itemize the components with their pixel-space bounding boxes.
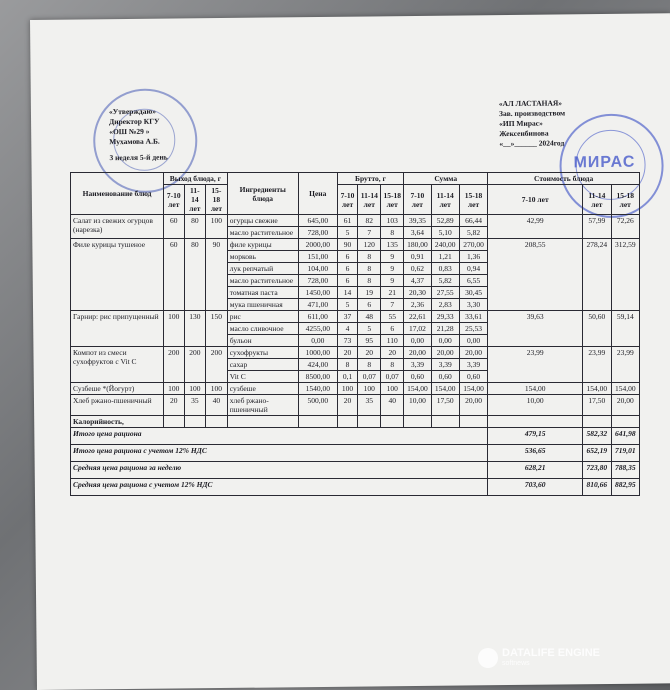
approval-line: Директор КГУ bbox=[109, 116, 160, 127]
sum-cell: 3,64 bbox=[404, 227, 431, 239]
total-value: 719,01 bbox=[611, 445, 640, 462]
brutto-cell: 6 bbox=[358, 299, 381, 311]
brutto-cell: 8 bbox=[381, 359, 404, 371]
sum-cell: 20,00 bbox=[404, 347, 431, 359]
brutto-cell: 4 bbox=[337, 323, 358, 335]
total-value: 810,66 bbox=[583, 479, 611, 496]
price-cell: 4255,00 bbox=[298, 323, 337, 335]
brutto-cell: 20 bbox=[358, 347, 381, 359]
yield-cell: 100 bbox=[184, 383, 206, 395]
ingredient-name: томатная паста bbox=[227, 287, 298, 299]
table-row bbox=[71, 347, 640, 359]
sum-cell: 0,60 bbox=[404, 371, 431, 383]
age-header: 11-14 лет bbox=[358, 185, 381, 215]
brutto-cell: 35 bbox=[358, 395, 381, 416]
watermark-logo-icon bbox=[478, 648, 498, 668]
empty-cell bbox=[611, 416, 640, 428]
yield-cell: 90 bbox=[206, 239, 228, 311]
total-value: 628,21 bbox=[488, 462, 583, 479]
total-label: Итого цена рациона с учетом 12% НДС bbox=[71, 445, 488, 462]
sum-cell: 3,39 bbox=[404, 359, 431, 371]
sum-cell: 240,00 bbox=[431, 239, 459, 251]
age-header: 7-10 лет bbox=[404, 185, 431, 215]
brutto-cell: 48 bbox=[358, 311, 381, 323]
sum-cell: 3,39 bbox=[459, 359, 487, 371]
sum-cell: 10,00 bbox=[404, 395, 431, 416]
col-header-sum: Сумма bbox=[404, 173, 488, 185]
cost-cell: 208,55 bbox=[488, 239, 583, 311]
sum-cell: 39,35 bbox=[404, 215, 431, 227]
yield-cell: 80 bbox=[184, 215, 206, 239]
ingredient-name: хлеб ржано-пшеничный bbox=[227, 395, 298, 416]
age-header: 15-18 лет bbox=[459, 185, 487, 215]
yield-cell: 60 bbox=[164, 215, 185, 239]
table-row bbox=[71, 383, 640, 395]
yield-cell: 80 bbox=[184, 239, 206, 311]
brutto-cell: 100 bbox=[381, 383, 404, 395]
age-header: 11-14 лет bbox=[583, 185, 611, 215]
yield-cell: 200 bbox=[206, 347, 228, 383]
brutto-cell: 8 bbox=[358, 275, 381, 287]
age-header: 7-10 лет bbox=[488, 185, 583, 215]
empty-cell bbox=[227, 416, 298, 428]
brutto-cell: 14 bbox=[337, 287, 358, 299]
brutto-cell: 73 bbox=[337, 335, 358, 347]
sum-cell: 6,55 bbox=[459, 275, 487, 287]
brutto-cell: 9 bbox=[381, 263, 404, 275]
total-label: Средняя цена рациона с учетом 12% НДС bbox=[71, 479, 488, 496]
sum-cell: 5,82 bbox=[459, 227, 487, 239]
brutto-cell: 95 bbox=[358, 335, 381, 347]
total-value: 536,65 bbox=[488, 445, 583, 462]
sum-cell: 154,00 bbox=[459, 383, 487, 395]
dish-name: Филе курицы тушеное bbox=[71, 239, 164, 311]
total-value: 582,32 bbox=[583, 428, 611, 445]
total-value: 788,35 bbox=[611, 462, 640, 479]
brutto-cell: 8 bbox=[381, 227, 404, 239]
yield-cell: 100 bbox=[164, 311, 185, 347]
brutto-cell: 5 bbox=[358, 323, 381, 335]
sum-cell: 30,45 bbox=[459, 287, 487, 299]
price-cell: 0,00 bbox=[298, 335, 337, 347]
table-row bbox=[71, 239, 640, 251]
yield-cell: 35 bbox=[184, 395, 206, 416]
yield-cell: 20 bbox=[164, 395, 185, 416]
yield-cell: 100 bbox=[164, 383, 185, 395]
ingredient-name: сузбеше bbox=[227, 383, 298, 395]
sum-cell: 270,00 bbox=[459, 239, 487, 251]
price-cell: 728,00 bbox=[298, 275, 337, 287]
brutto-cell: 5 bbox=[337, 299, 358, 311]
cost-cell: 23,99 bbox=[611, 347, 640, 383]
brutto-cell: 100 bbox=[358, 383, 381, 395]
yield-cell: 60 bbox=[164, 239, 185, 311]
dish-name: Гарнир: рис припущенный bbox=[71, 311, 164, 347]
empty-cell bbox=[583, 416, 611, 428]
ingredient-name: филе курицы bbox=[227, 239, 298, 251]
total-label: Средняя цена рациона за неделю bbox=[71, 462, 488, 479]
sum-cell: 2,36 bbox=[404, 299, 431, 311]
sum-cell: 20,00 bbox=[459, 347, 487, 359]
price-cell: 424,00 bbox=[298, 359, 337, 371]
watermark-title: DATALIFE ENGINE bbox=[502, 647, 600, 659]
yield-cell: 100 bbox=[206, 215, 228, 239]
brutto-cell: 20 bbox=[337, 395, 358, 416]
cost-cell: 278,24 bbox=[583, 239, 611, 311]
brutto-cell: 55 bbox=[381, 311, 404, 323]
sum-cell: 0,91 bbox=[404, 251, 431, 263]
ingredient-name: Vit C bbox=[227, 371, 298, 383]
sum-cell: 17,02 bbox=[404, 323, 431, 335]
brutto-cell: 21 bbox=[381, 287, 404, 299]
table-row bbox=[71, 395, 640, 416]
brutto-cell: 120 bbox=[358, 239, 381, 251]
sum-cell: 17,50 bbox=[431, 395, 459, 416]
cost-cell: 154,00 bbox=[583, 383, 611, 395]
dish-name: Сузбеше *(Йогурт) bbox=[71, 383, 164, 395]
brutto-cell: 61 bbox=[337, 215, 358, 227]
ingredient-name: масло сливочное bbox=[227, 323, 298, 335]
empty-cell bbox=[358, 416, 381, 428]
ingredient-name: сухофрукты bbox=[227, 347, 298, 359]
yield-cell: 200 bbox=[164, 347, 185, 383]
brutto-cell: 6 bbox=[337, 263, 358, 275]
sum-cell: 66,44 bbox=[459, 215, 487, 227]
approval-line: Мухамова А.Б. bbox=[109, 136, 160, 147]
sum-cell: 20,00 bbox=[459, 395, 487, 416]
sum-cell: 0,60 bbox=[431, 371, 459, 383]
empty-cell bbox=[206, 416, 228, 428]
age-header: 11-14 лет bbox=[431, 185, 459, 215]
cost-cell: 23,99 bbox=[488, 347, 583, 383]
brutto-cell: 40 bbox=[381, 395, 404, 416]
sum-cell: 20,30 bbox=[404, 287, 431, 299]
brutto-cell: 37 bbox=[337, 311, 358, 323]
brutto-cell: 19 bbox=[358, 287, 381, 299]
col-header-ingredients: Ингредиенты блюда bbox=[227, 173, 298, 215]
ingredient-name: морковь bbox=[227, 251, 298, 263]
table-row bbox=[71, 215, 640, 227]
sum-cell: 1,21 bbox=[431, 251, 459, 263]
col-header-cost: Стоимость блюда bbox=[488, 173, 640, 185]
sum-cell: 52,89 bbox=[431, 215, 459, 227]
cost-cell: 154,00 bbox=[488, 383, 583, 395]
ingredient-name: бульон bbox=[227, 335, 298, 347]
price-cell: 1000,00 bbox=[298, 347, 337, 359]
total-row bbox=[71, 479, 640, 496]
brutto-cell: 135 bbox=[381, 239, 404, 251]
cost-cell: 72,26 bbox=[611, 215, 640, 239]
brutto-cell: 0,1 bbox=[337, 371, 358, 383]
col-header-price: Цена bbox=[298, 173, 337, 215]
sum-cell: 3,39 bbox=[431, 359, 459, 371]
brutto-cell: 90 bbox=[337, 239, 358, 251]
age-header: 15-18 лет bbox=[206, 185, 228, 215]
yield-cell: 40 bbox=[206, 395, 228, 416]
cost-cell: 39,63 bbox=[488, 311, 583, 347]
dish-name: Хлеб ржано-пшеничный bbox=[71, 395, 164, 416]
empty-cell bbox=[381, 416, 404, 428]
sum-cell: 2,83 bbox=[431, 299, 459, 311]
total-value: 703,60 bbox=[488, 479, 583, 496]
sum-cell: 1,36 bbox=[459, 251, 487, 263]
total-row bbox=[71, 445, 640, 462]
sum-cell: 180,00 bbox=[404, 239, 431, 251]
approval-block-right bbox=[499, 98, 566, 149]
brutto-cell: 0,07 bbox=[358, 371, 381, 383]
sum-cell: 154,00 bbox=[431, 383, 459, 395]
brutto-cell: 7 bbox=[381, 299, 404, 311]
sum-cell: 3,30 bbox=[459, 299, 487, 311]
approval-line: «Утверждаю» bbox=[108, 106, 156, 117]
total-value: 723,80 bbox=[583, 462, 611, 479]
brutto-cell: 6 bbox=[381, 323, 404, 335]
sum-cell: 0,83 bbox=[431, 263, 459, 275]
brutto-cell: 20 bbox=[381, 347, 404, 359]
brutto-cell: 20 bbox=[337, 347, 358, 359]
cost-cell: 23,99 bbox=[583, 347, 611, 383]
approval-block-left bbox=[109, 107, 168, 164]
price-cell: 611,00 bbox=[298, 311, 337, 323]
total-row bbox=[71, 462, 640, 479]
total-label: Итого цена рациона bbox=[71, 428, 488, 445]
empty-cell bbox=[404, 416, 431, 428]
price-cell: 471,00 bbox=[298, 299, 337, 311]
brutto-cell: 103 bbox=[381, 215, 404, 227]
brutto-cell: 7 bbox=[358, 227, 381, 239]
approval-line: «__»______ 2024год bbox=[499, 138, 565, 149]
total-value: 479,15 bbox=[488, 428, 583, 445]
age-header: 11-14 лет bbox=[184, 185, 206, 215]
age-header: 15-18 лет bbox=[611, 185, 640, 215]
price-cell: 1540,00 bbox=[298, 383, 337, 395]
yield-cell: 100 bbox=[206, 383, 228, 395]
price-cell: 728,00 bbox=[298, 227, 337, 239]
sum-cell: 22,61 bbox=[404, 311, 431, 323]
empty-cell bbox=[488, 416, 583, 428]
total-value: 641,98 bbox=[611, 428, 640, 445]
price-cell: 500,00 bbox=[298, 395, 337, 416]
sum-cell: 154,00 bbox=[404, 383, 431, 395]
sum-cell: 20,00 bbox=[431, 347, 459, 359]
approval-line: Жексенбинова bbox=[499, 128, 549, 139]
age-header: 15-18 лет bbox=[381, 185, 404, 215]
yield-cell: 150 bbox=[206, 311, 228, 347]
sum-cell: 0,62 bbox=[404, 263, 431, 275]
col-header-yield: Выход блюда, г bbox=[164, 173, 228, 185]
cost-cell: 17,50 bbox=[583, 395, 611, 416]
brutto-cell: 82 bbox=[358, 215, 381, 227]
brutto-cell: 9 bbox=[381, 251, 404, 263]
sum-cell: 5,82 bbox=[431, 275, 459, 287]
age-header: 7-10 лет bbox=[164, 185, 185, 215]
price-cell: 104,00 bbox=[298, 263, 337, 275]
cost-cell: 20,00 bbox=[611, 395, 640, 416]
sum-cell: 33,61 bbox=[459, 311, 487, 323]
brutto-cell: 6 bbox=[337, 275, 358, 287]
sum-cell: 4,37 bbox=[404, 275, 431, 287]
sum-cell: 25,53 bbox=[459, 323, 487, 335]
empty-cell bbox=[164, 416, 185, 428]
price-cell: 2000,00 bbox=[298, 239, 337, 251]
sum-cell: 0,60 bbox=[459, 371, 487, 383]
ingredient-name: масло растительное bbox=[227, 227, 298, 239]
sum-cell: 0,00 bbox=[459, 335, 487, 347]
total-row bbox=[71, 428, 640, 445]
ingredient-name: огурцы свежие bbox=[227, 215, 298, 227]
calorie-label: Калорийность, bbox=[71, 416, 164, 428]
brutto-cell: 8 bbox=[337, 359, 358, 371]
col-header-name: Наименование блюд bbox=[71, 173, 164, 215]
brutto-cell: 5 bbox=[337, 227, 358, 239]
sum-cell: 27,55 bbox=[431, 287, 459, 299]
cost-cell: 57,99 bbox=[583, 215, 611, 239]
yield-cell: 200 bbox=[184, 347, 206, 383]
ingredient-name: рис bbox=[227, 311, 298, 323]
cost-cell: 312,59 bbox=[611, 239, 640, 311]
empty-cell bbox=[459, 416, 487, 428]
dish-name: Салат из свежих огурцов (нарезка) bbox=[71, 215, 164, 239]
brutto-cell: 110 bbox=[381, 335, 404, 347]
col-header-brutto: Брутто, г bbox=[337, 173, 403, 185]
total-value: 652,19 bbox=[583, 445, 611, 462]
empty-cell bbox=[298, 416, 337, 428]
brutto-cell: 8 bbox=[358, 251, 381, 263]
empty-cell bbox=[431, 416, 459, 428]
table-row bbox=[71, 311, 640, 323]
sum-cell: 0,00 bbox=[431, 335, 459, 347]
brutto-cell: 9 bbox=[381, 275, 404, 287]
dish-name: Компот из смеси сухофруктов с Vit C bbox=[71, 347, 164, 383]
yield-cell: 130 bbox=[184, 311, 206, 347]
approval-line: «АЛ ЛАСТАНАЯ» bbox=[498, 98, 563, 109]
ingredient-name: мука пшеничная bbox=[227, 299, 298, 311]
watermark-subtitle: softnews bbox=[502, 660, 530, 667]
empty-cell bbox=[337, 416, 358, 428]
brutto-cell: 8 bbox=[358, 359, 381, 371]
sum-cell: 5,10 bbox=[431, 227, 459, 239]
ingredient-name: масло растительное bbox=[227, 275, 298, 287]
price-cell: 151,00 bbox=[298, 251, 337, 263]
watermark bbox=[478, 646, 668, 670]
total-value: 882,95 bbox=[611, 479, 640, 496]
price-cell: 1450,00 bbox=[298, 287, 337, 299]
approval-line: «ОШ №29 » bbox=[109, 126, 150, 137]
brutto-cell: 100 bbox=[337, 383, 358, 395]
ingredient-name: сахар bbox=[227, 359, 298, 371]
ingredient-name: лук репчатый bbox=[227, 263, 298, 275]
brutto-cell: 8 bbox=[358, 263, 381, 275]
cost-cell: 10,00 bbox=[488, 395, 583, 416]
brutto-cell: 6 bbox=[337, 251, 358, 263]
cost-cell: 50,60 bbox=[583, 311, 611, 347]
cost-cell: 154,00 bbox=[611, 383, 640, 395]
approval-line: «ИП Мирас» bbox=[499, 118, 543, 129]
approval-line: Зав. производством bbox=[498, 108, 566, 119]
stamp-label: МИРАС bbox=[573, 153, 636, 172]
sum-cell: 29,33 bbox=[431, 311, 459, 323]
sum-cell: 0,00 bbox=[404, 335, 431, 347]
cost-cell: 59,14 bbox=[611, 311, 640, 347]
cost-cell: 42,99 bbox=[488, 215, 583, 239]
age-header: 7-10 лет bbox=[337, 185, 358, 215]
brutto-cell: 0,07 bbox=[381, 371, 404, 383]
menu-table bbox=[70, 172, 640, 496]
price-cell: 645,00 bbox=[298, 215, 337, 227]
sum-cell: 21,28 bbox=[431, 323, 459, 335]
empty-cell bbox=[184, 416, 206, 428]
table-row bbox=[71, 416, 640, 428]
price-cell: 8500,00 bbox=[298, 371, 337, 383]
sum-cell: 0,94 bbox=[459, 263, 487, 275]
week-label: 3 неделя 5-й день bbox=[109, 152, 168, 163]
